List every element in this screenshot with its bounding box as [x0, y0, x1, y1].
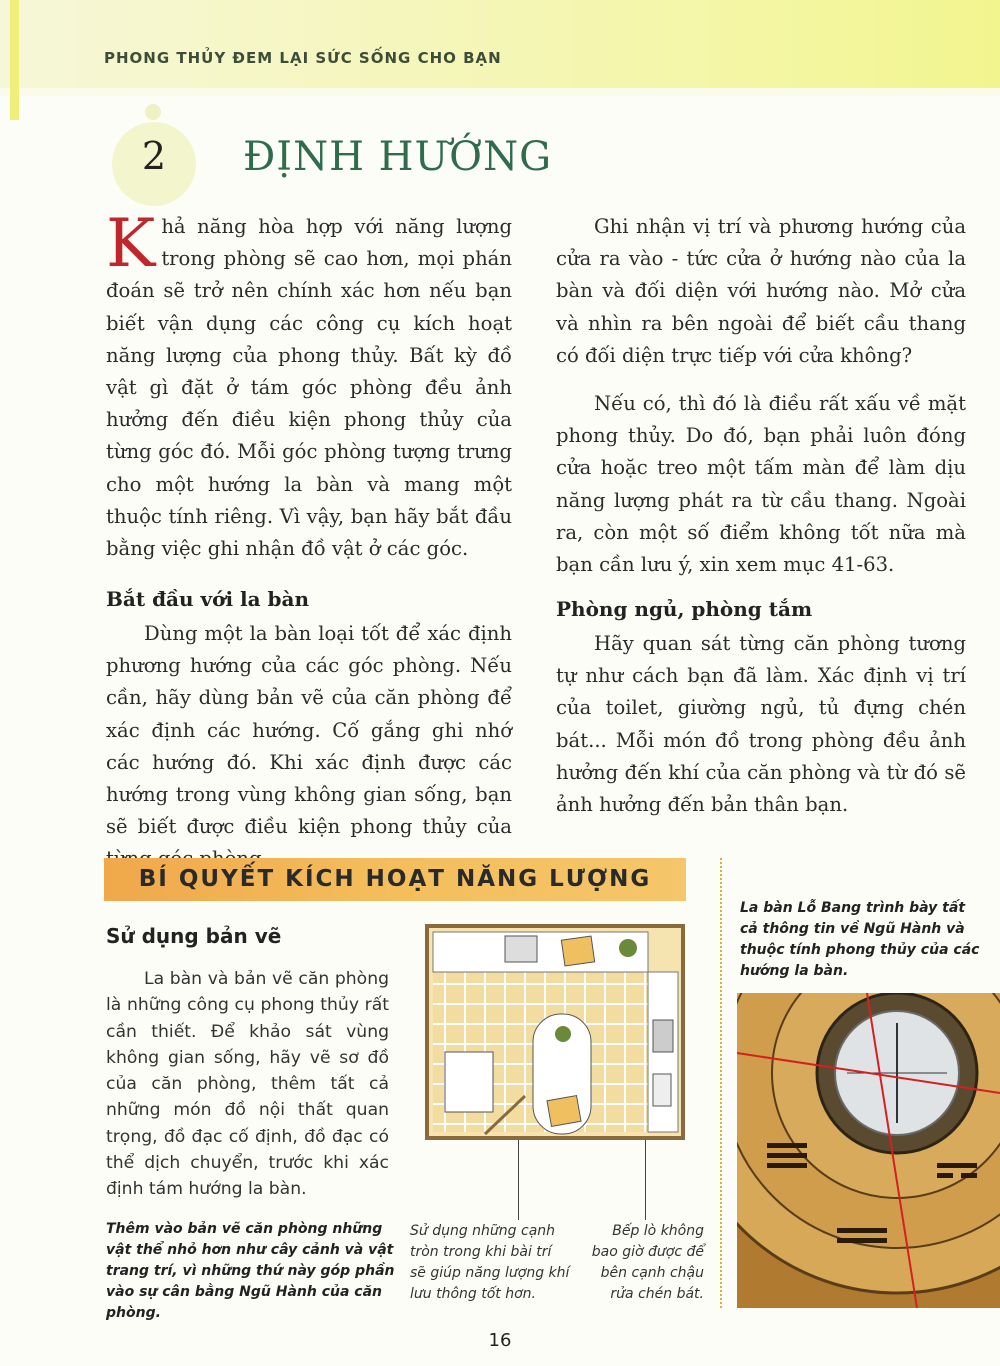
caption-left: Thêm vào bản vẽ căn phòng những vật thể nhỏ hơn như cây cảnh và vật trang trí, vì những thứ này góp phần vào sự cân bằng Ngũ Hành của căn phòng. — [106, 1221, 395, 1321]
section-title: ĐỊNH HƯỚNG — [243, 134, 553, 180]
page-header — [0, 0, 1000, 92]
intro-paragraph — [106, 205, 512, 565]
floor-plan-illustration — [425, 924, 685, 1140]
tip-subhead: Sử dụng bản vẽ — [106, 924, 282, 948]
caption-compass: La bàn Lỗ Bang trình bày tất cả thông tin về Ngũ Hành và thuộc tính phong thủy của các hướng la bàn. — [740, 900, 980, 979]
column-left — [106, 205, 512, 565]
header-band — [0, 88, 1000, 96]
compass-paragraph: Dùng một la bàn loại tốt để xác định phương hướng của các góc phòng. Nếu cần, hãy dùng bản vẽ của căn phòng để xác định các hướng. Cố gắng ghi nhớ các hướng đó. Khi xác định được các hướng trong vùng không gian sống, bạn sẽ biết được điều kiện phong thủy của — [106, 622, 512, 839]
compass-illustration — [737, 993, 1000, 1308]
intro-text: hả năng hòa hợp với năng lượng trong phòng sẽ cao hơn, mọi phán đoán sẽ trở nên chính xác hơn nếu bạn biết vận dụng các công cụ kích hoạt năng lượng của phong thủy. Bất kỳ đồ vật gì đặt ở tám góc phòng đều ảnh hưởng đến điều kiện phong thủy của từng góc đó. Mỗi góc phòng tượng trưng cho một hướng la bàn và mang một thuộc tính riêng. Vì vậy, bạn hãy bắt đầu bằng việc ghi nhận đồ vật ở các góc. — [106, 215, 512, 561]
page-number: 16 — [488, 1330, 512, 1351]
plant-icon — [619, 939, 637, 957]
door-paragraph: Ghi nhận vị trí và phương hướng của cửa ra vào - tức cửa ở hướng nào của la bàn và đối diện với hướng nào. Mở cửa và nhìn ra bên ngoài để biết cầu thang có đối diện trực tiếp với cửa không? — [556, 215, 966, 367]
column-right — [556, 211, 966, 581]
subhead-compass: Bắt đầu với la bàn — [106, 587, 310, 611]
tip-body-text: La bàn và bản vẽ căn phòng là những công cụ phong thủy rất cần thiết. Để khảo sát vùng không gian sống, hãy vẽ sơ đồ của căn phòng, thêm tất cả những món đồ nội thất quan trọng, đồ đạc cố định, đồ đạc có thể dịch chuyển, trước khi xác định tám hướng la bàn. — [106, 969, 389, 1200]
decorative-dot — [145, 104, 161, 120]
tip-box-title — [104, 858, 686, 901]
running-title: PHONG THỦY ĐEM LẠI SỨC SỐNG CHO BẠN — [104, 49, 502, 67]
divider-dotted — [720, 858, 722, 1308]
header-accent-bar — [10, 0, 19, 120]
drop-cap: K — [106, 205, 156, 282]
section-number: 2 — [141, 134, 167, 178]
caption-right: Bếp lò không bao giờ được để bên cạnh chậu rửa chén bát. — [591, 1223, 704, 1302]
tip-body — [106, 966, 389, 1203]
caption-mid: Sử dụng những cạnh tròn trong khi bài trí sẽ giúp năng lượng khí lưu thông tốt hơn. — [410, 1223, 570, 1302]
column-left-lower — [106, 618, 512, 876]
subhead-bedroom: Phòng ngủ, phòng tắm — [556, 597, 813, 621]
tip-box-title-text: BÍ QUYẾT KÍCH HOẠT NĂNG LƯỢNG — [138, 866, 652, 892]
bedroom-paragraph: Hãy quan sát từng căn phòng tương tự như cách bạn đã làm. Xác định vị trí của toilet, giường ngủ, tủ đựng chén bát... Mỗi món đồ trong phòng đều ảnh hưởng đến khí của căn phòng và từ đó sẽ ảnh hưởng đến bản thân bạn. — [556, 632, 966, 817]
plant-icon — [555, 1026, 571, 1042]
leader-line-mid — [518, 1140, 519, 1220]
column-right-lower — [556, 628, 966, 821]
leader-line-right — [645, 1140, 646, 1220]
stairs-paragraph: Nếu có, thì đó là điều rất xấu về mặt phong thủy. Do đó, bạn phải luôn đóng cửa hoặc treo một tấm màn để làm dịu năng lượng phát ra từ cầu thang. Ngoài ra, còn một số điểm không tốt nữa mà bạn cần lưu ý, xin xem mục 41-63. — [556, 392, 966, 577]
